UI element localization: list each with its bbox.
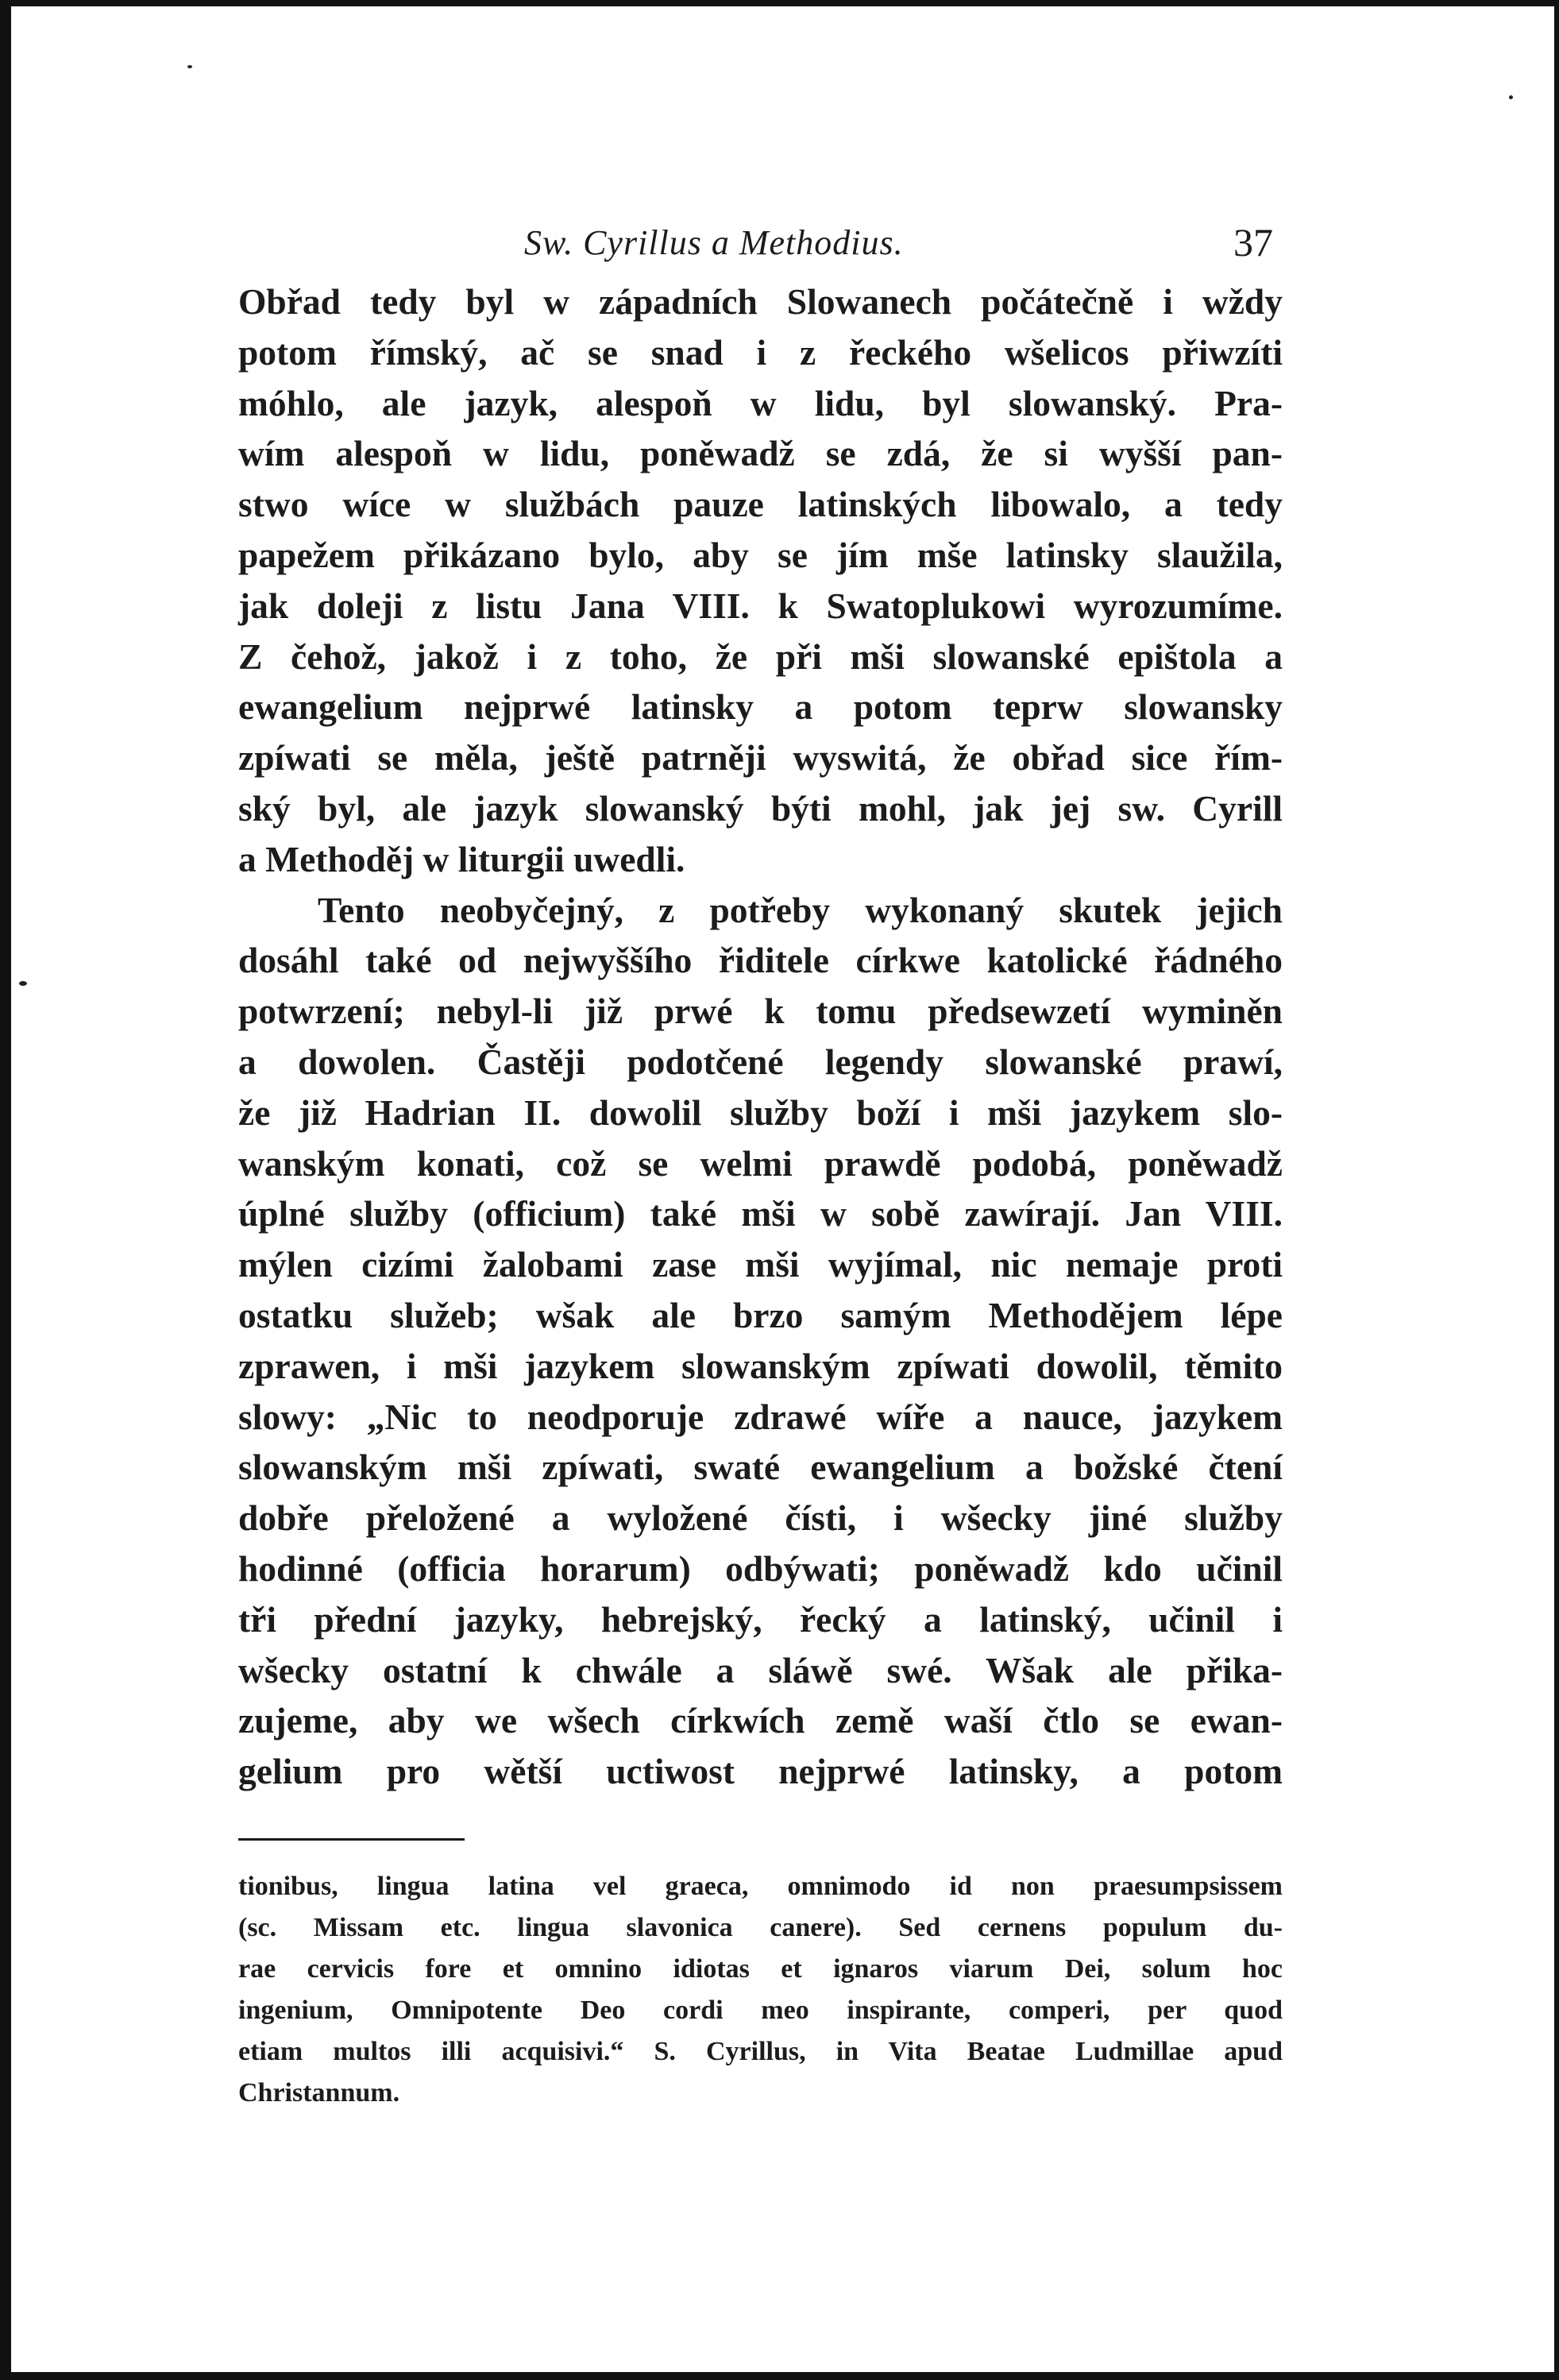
text-line: ský byl, ale jazyk slowanský býti mohl, jak jej sw. Cyrill xyxy=(238,787,1283,829)
text-line: ostatku služeb; wšak ale brzo samým Methodějem lépe xyxy=(238,1294,1283,1335)
body-text xyxy=(238,276,1283,1797)
text-line: jak doleji z listu Jana VIII. k Swatoplukowi wyrozumíme. xyxy=(238,585,1283,626)
text-line: wanským konati, což se welmi prawdě podobá, poněwadž xyxy=(238,1142,1283,1184)
text-line: dosáhl také od nejwyššího řiditele církwe katolické řádného xyxy=(238,940,1283,981)
text-line: móhlo, ale jazyk, alespoň w lidu, byl slowanský. Pra- xyxy=(238,382,1283,423)
running-head xyxy=(238,214,1283,270)
footnote-line: ingenium, Omnipotente Deo cordi meo inspirante, comperi, per quod xyxy=(238,1995,1283,2025)
text-line: zprawen, i mši jazykem slowanským zpíwati dowolil, těmito xyxy=(238,1345,1283,1386)
text-line: tři přední jazyky, hebrejský, řecký a latinský, učinil i xyxy=(238,1598,1283,1640)
book-page xyxy=(238,214,1283,2114)
text-line: wšecky ostatní k chwále a sláwě swé. Wšak ale přika- xyxy=(238,1649,1283,1690)
text-line: gelium pro wětší uctiwost nejprwé latinsky, a potom xyxy=(238,1751,1283,1792)
text-line: že již Hadrian II. dowolil služby boží i mši jazykem slo- xyxy=(238,1091,1283,1133)
text-line: úplné služby (officium) také mši w sobě zawírají. Jan VIII. xyxy=(238,1193,1283,1234)
page-number: 37 xyxy=(1233,220,1273,265)
footnote-line: rae cervicis fore et omnino idiotas et ignaros viarum Dei, solum hoc xyxy=(238,1953,1283,1984)
scan-speck xyxy=(19,981,27,986)
text-line: zujeme, aby we wšech církwích země waší čtlo se ewan- xyxy=(238,1700,1283,1741)
text-line: zpíwati se měla, ještě patrněji wyswitá, že obřad sice řím- xyxy=(238,737,1283,779)
text-line: a Methoděj w liturgii uwedli. xyxy=(238,838,685,879)
text-line: wím alespoň w lidu, poněwadž se zdá, že si wyšší pan- xyxy=(238,433,1283,474)
text-line: slowy: „Nic to neodporuje zdrawé wíře a nauce, jazykem xyxy=(238,1396,1283,1437)
footnote-line: (sc. Missam etc. lingua slavonica canere). Sed cernens populum du- xyxy=(238,1912,1283,1942)
footnote-line: etiam multos illi acquisivi.“ S. Cyrillus, in Vita Beatae Ludmillae apud xyxy=(238,2036,1283,2066)
text-line: dobře přeložené a wyložené čísti, i wšecky jiné služby xyxy=(238,1497,1283,1539)
footnote-rule xyxy=(238,1838,465,1841)
footnote-line: Christannum. xyxy=(238,2077,400,2108)
footnote-line: tionibus, lingua latina vel graeca, omnimodo id non praesumpsissem xyxy=(238,1871,1283,1901)
text-line: slowanským mši zpíwati, swaté ewangelium a božské čtení xyxy=(238,1447,1283,1488)
running-title: Sw. Cyrillus a Methodius. xyxy=(524,223,904,262)
text-line: Z čehož, jakož i z toho, že při mši slowanské epištola a xyxy=(238,636,1283,677)
text-line: ewangelium nejprwé latinsky a potom teprw slowansky xyxy=(238,686,1283,728)
text-line: hodinné (officia horarum) odbýwati; poněwadž kdo učinil xyxy=(238,1547,1283,1589)
footnote xyxy=(238,1866,1283,2114)
text-line: a dowolen. Častěji podotčené legendy slowanské prawí, xyxy=(238,1041,1283,1082)
text-line: Obřad tedy byl w západních Slowanech počátečně i wždy xyxy=(238,281,1283,322)
text-line: papežem přikázano bylo, aby se jím mše latinsky slaužila, xyxy=(238,534,1283,575)
text-line: Tento neobyčejný, z potřeby wykonaný skutek jejich xyxy=(318,889,1283,930)
text-line: stwo wíce w službách pauze latinských libowalo, a tedy xyxy=(238,484,1283,525)
scan-speck xyxy=(187,65,192,68)
text-line: potom římský, ač se snad i z řeckého wšelicos přiwzíti xyxy=(238,331,1283,373)
text-line: potwrzení; nebyl-li již prwé k tomu předsewzetí wyminěn xyxy=(238,991,1283,1032)
scan-speck xyxy=(1509,95,1513,99)
text-line: mýlen cizími žalobami zase mši wyjímal, nic nemaje proti xyxy=(238,1244,1283,1285)
